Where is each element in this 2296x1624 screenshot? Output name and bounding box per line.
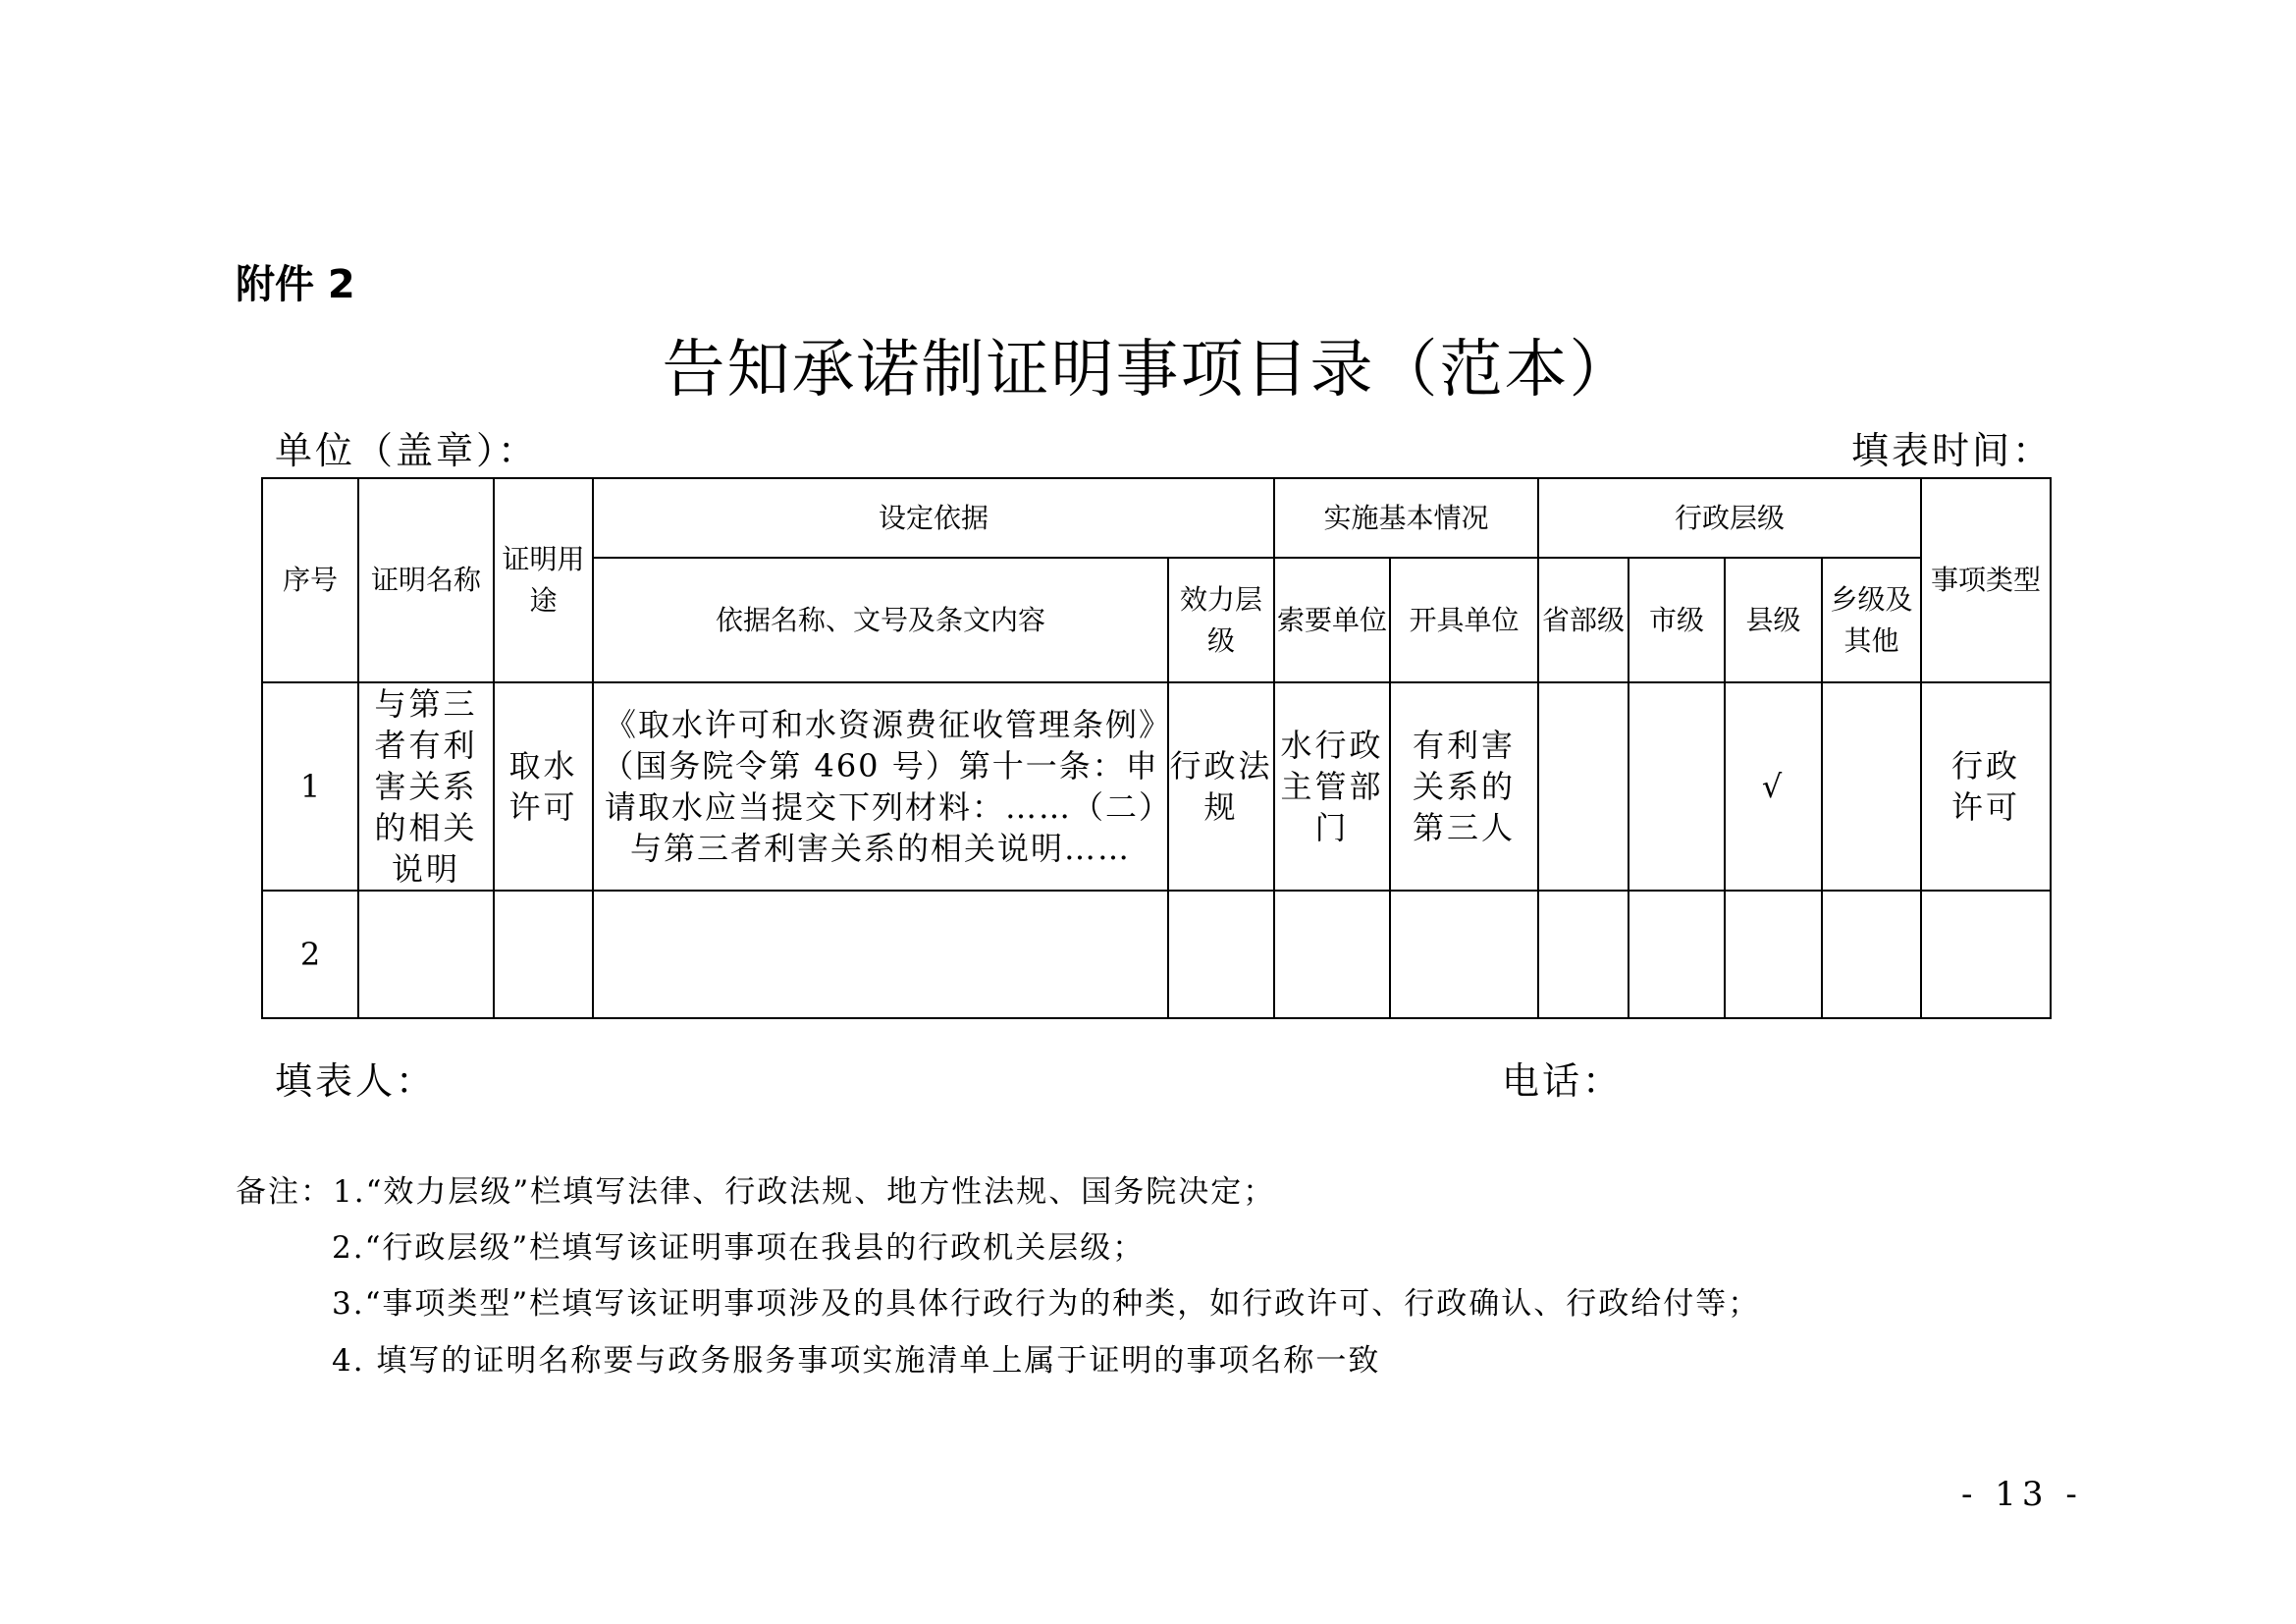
cell-basis-content	[593, 891, 1168, 1018]
cell-issuing-unit	[1390, 891, 1538, 1018]
note-line: 3.“事项类型”栏填写该证明事项涉及的具体行政行为的种类，如行政许可、行政确认、行政给付等；	[332, 1286, 1761, 1322]
header-requesting-unit: 索要单位	[1274, 558, 1390, 682]
cell-provincial	[1538, 891, 1629, 1018]
cell-provincial	[1538, 682, 1629, 891]
phone-label: 电话：	[1502, 1059, 1624, 1103]
note-line: 备注：1.“效力层级”栏填写法律、行政法规、地方性法规、国务院决定；	[236, 1174, 1276, 1210]
cell-seq: 1	[262, 682, 358, 891]
proof-catalog-table	[261, 477, 2052, 1019]
cell-city	[1629, 682, 1725, 891]
table-row	[262, 682, 2051, 891]
cell-seq: 2	[262, 891, 358, 1018]
header-city: 市级	[1629, 558, 1725, 682]
header-effect-level: 效力层级	[1168, 558, 1274, 682]
note-line: 2.“行政层级”栏填写该证明事项在我县的行政机关层级；	[332, 1230, 1146, 1266]
cell-requesting-unit	[1274, 891, 1390, 1018]
cell-township	[1822, 682, 1921, 891]
header-item-type: 事项类型	[1921, 478, 2051, 682]
filler-label: 填表人：	[275, 1059, 437, 1103]
cell-proof-use: 取水许可	[494, 682, 593, 891]
cell-item-type	[1921, 891, 2051, 1018]
header-basis-content: 依据名称、文号及条文内容	[593, 558, 1168, 682]
cell-effect-level: 行政法规	[1168, 682, 1274, 891]
cell-proof-name	[358, 891, 494, 1018]
cell-requesting-unit: 水行政主管部门	[1274, 682, 1390, 891]
page-title: 告知承诺制证明事项目录（范本）	[662, 334, 1634, 406]
cell-basis-content: 《取水许可和水资源费征收管理条例》（国务院令第 460 号）第十一条：申请取水应当提交下列材料：……（二）与第三者利害关系的相关说明……	[593, 682, 1168, 891]
header-basis: 设定依据	[593, 478, 1274, 558]
header-seq: 序号	[262, 478, 358, 682]
header-county: 县级	[1725, 558, 1822, 682]
cell-item-type: 行政许可	[1921, 682, 2051, 891]
table-row	[262, 891, 2051, 1018]
cell-county: √	[1725, 682, 1822, 891]
unit-seal-label: 单位（盖章）：	[275, 429, 539, 472]
page-number: - 13 -	[1961, 1475, 2083, 1514]
cell-issuing-unit: 有利害关系的第三人	[1390, 682, 1538, 891]
header-township: 乡级及其他	[1822, 558, 1921, 682]
fill-time-label: 填表时间：	[1851, 429, 2054, 472]
header-implementation: 实施基本情况	[1274, 478, 1538, 558]
header-provincial: 省部级	[1538, 558, 1629, 682]
table-header-row	[262, 478, 2051, 558]
attachment-label: 附件 2	[236, 262, 355, 307]
cell-city	[1629, 891, 1725, 1018]
cell-proof-name: 与第三者有利害关系的相关说明	[358, 682, 494, 891]
header-proof-use: 证明用途	[494, 478, 593, 682]
cell-effect-level	[1168, 891, 1274, 1018]
cell-township	[1822, 891, 1921, 1018]
header-issuing-unit: 开具单位	[1390, 558, 1538, 682]
cell-county	[1725, 891, 1822, 1018]
header-admin-level: 行政层级	[1538, 478, 1921, 558]
note-line: 4. 填写的证明名称要与政务服务事项实施清单上属于证明的事项名称一致	[332, 1343, 1381, 1379]
cell-proof-use	[494, 891, 593, 1018]
header-proof-name: 证明名称	[358, 478, 494, 682]
